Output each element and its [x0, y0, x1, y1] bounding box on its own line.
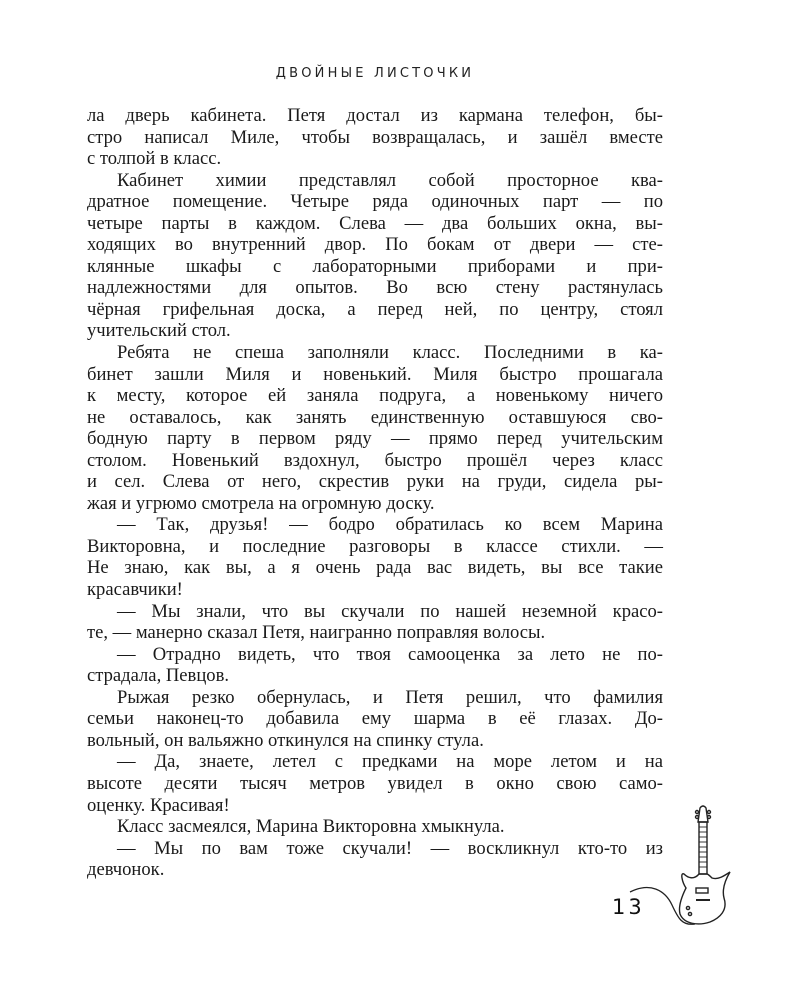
paragraph	[87, 601, 663, 644]
paragraph	[87, 751, 663, 816]
text-line: клянные шкафы с лабораторными приборами и при-	[87, 255, 663, 277]
text-line: Не знаю, как вы, а я очень рада вас видеть, вы все такие	[87, 557, 663, 579]
guitar-illustration-icon	[620, 800, 750, 940]
text-line: семьи наконец-то добавила ему шарма в её глазах. До-	[87, 708, 663, 730]
text-line: жая и угрюмо смотрела на огромную доску.	[87, 492, 435, 514]
text-line: Кабинет химии представлял собой просторное ква-	[117, 169, 663, 191]
text-line: Викторовна, и последние разговоры в классе стихли. —	[87, 535, 663, 557]
text-line: страдала, Певцов.	[87, 665, 229, 687]
text-line: оценку. Красивая!	[87, 794, 230, 816]
text-line: высоте десяти тысяч метров увидел в окно свою само-	[87, 772, 663, 794]
text-line: не оставалось, как занять единственную оставшуюся сво-	[87, 406, 663, 428]
text-line: с толпой в класс.	[87, 148, 222, 170]
text-line: Рыжая резко обернулась, и Петя решил, что фамилия	[117, 686, 663, 708]
text-line: красавчики!	[87, 579, 183, 601]
paragraph	[87, 687, 663, 752]
paragraph	[87, 170, 663, 342]
paragraph	[87, 514, 663, 600]
text-line: надлежностями для опытов. Во всю стену растянулась	[87, 277, 663, 299]
paragraph	[87, 816, 663, 838]
paragraph	[87, 644, 663, 687]
body-text	[87, 105, 663, 881]
text-line: Класс засмеялся, Марина Викторовна хмыкнула.	[117, 816, 505, 838]
text-line: — Так, друзья! — бодро обратилась ко всем Марина	[117, 514, 663, 536]
text-line: дратное помещение. Четыре ряда одиночных парт — по	[87, 191, 663, 213]
text-line: стро написал Миле, чтобы возвращалась, и зашёл вместе	[87, 126, 663, 148]
text-line: Ребята не спеша заполняли класс. Последними в ка-	[117, 342, 663, 364]
text-line: — Мы по вам тоже скучали! — воскликнул кто-то из	[117, 837, 663, 859]
text-line: те, — манерно сказал Петя, наигранно поправляя волосы.	[87, 622, 546, 644]
text-line: девчонок.	[87, 859, 165, 881]
page-number: 13	[612, 895, 645, 919]
text-line: ла дверь кабинета. Петя достал из кармана телефон, бы-	[87, 105, 663, 126]
text-line: к месту, которое ей заняла подруга, а новенькому ничего	[87, 385, 663, 407]
text-line: столом. Новенький вздохнул, быстро прошёл через класс	[87, 449, 663, 471]
paragraph	[87, 342, 663, 514]
text-line: бодную парту в первом ряду — прямо перед учительским	[87, 428, 663, 450]
text-line: чёрная грифельная доска, а перед ней, по центру, стоял	[87, 298, 663, 320]
text-line: — Мы знали, что вы скучали по нашей неземной красо-	[117, 600, 663, 622]
text-line: учительский стол.	[87, 320, 231, 342]
text-line: ходящих во внутренний двор. По бокам от двери — сте-	[87, 234, 663, 256]
text-line: бинет зашли Миля и новенький. Миля быстро прошагала	[87, 363, 663, 385]
paragraph	[87, 838, 663, 881]
text-line: — Да, знаете, летел с предками на море летом и на	[117, 751, 663, 773]
text-line: — Отрадно видеть, что твоя самооценка за лето не по-	[117, 643, 663, 665]
text-line: вольный, он вальяжно откинулся на спинку стула.	[87, 729, 484, 751]
text-line: и сел. Слева от него, скрестив руки на груди, сидела ры-	[87, 471, 663, 493]
text-line: четыре парты в каждом. Слева — два больших окна, вы-	[87, 212, 663, 234]
running-header: ДВОЙНЫЕ ЛИСТОЧКИ	[275, 66, 475, 81]
paragraph	[87, 105, 663, 170]
